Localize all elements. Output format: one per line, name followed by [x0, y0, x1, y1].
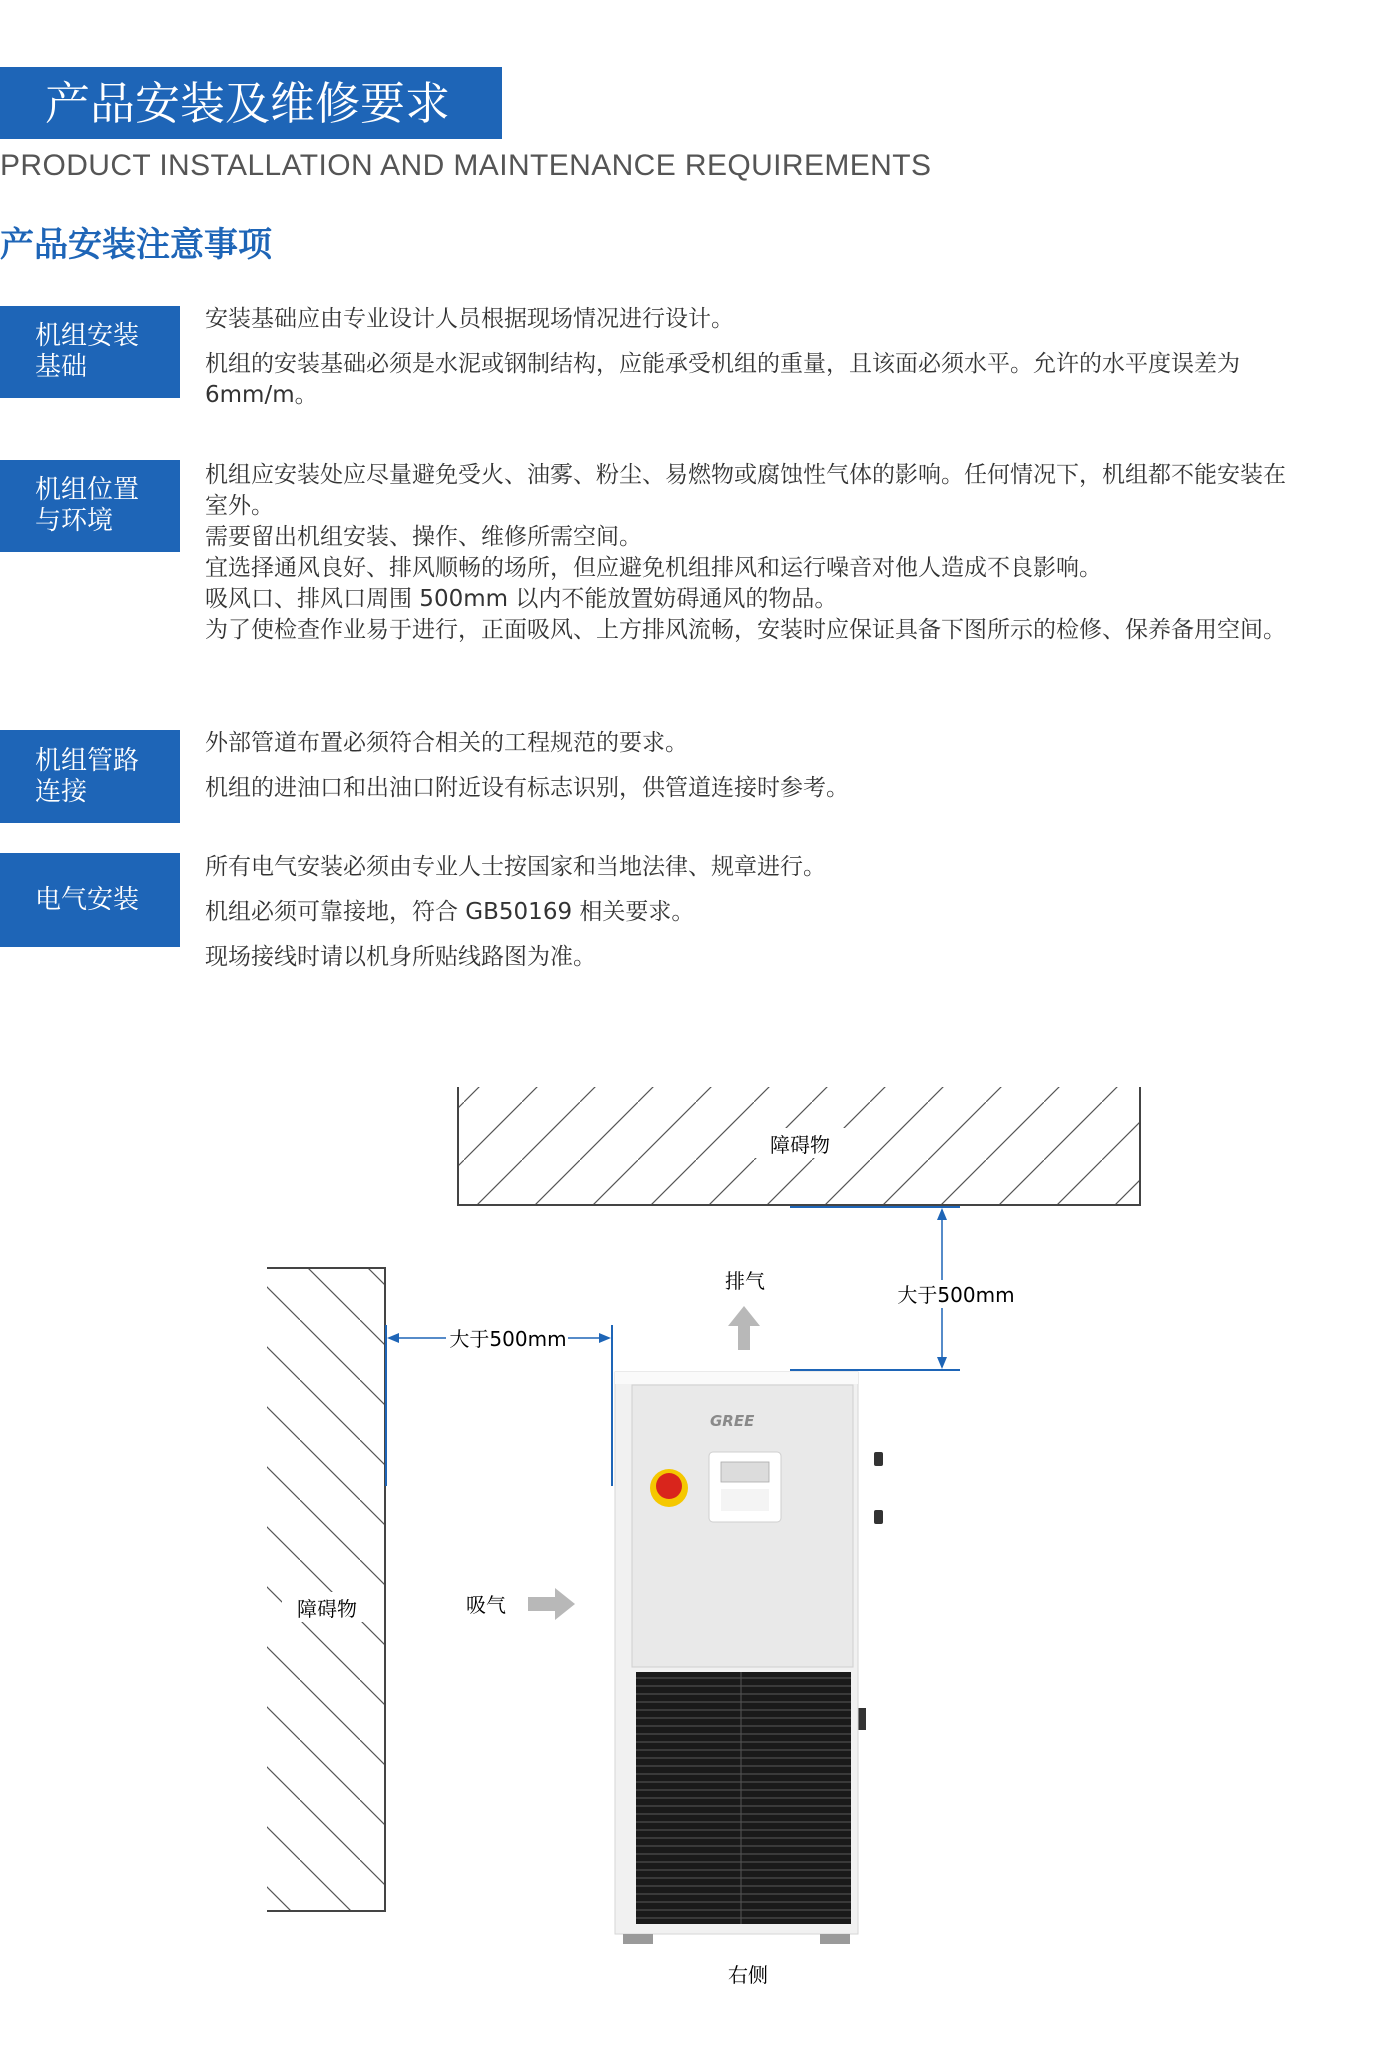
arrow-down-icon [937, 1357, 947, 1369]
fitting [874, 1452, 883, 1466]
content-line: 需要留出机组安装、操作、维修所需空间。 [205, 524, 642, 550]
label-line: 基础 [35, 352, 88, 382]
content-line: 为了使检查作业易于进行，正面吸风、上方排风流畅，安装时应保证具备下图所示的检修、保养备用空间。 [205, 617, 1286, 643]
chiller-unit-image [615, 1372, 883, 1944]
label-line: 机组安装 [35, 321, 140, 351]
left-clearance-label: 大于500mm [449, 1327, 567, 1351]
content-line: 机组的进油口和出油口附近设有标志识别，供管道连接时参考。 [205, 775, 849, 801]
exhaust-label: 排气 [725, 1269, 765, 1293]
unit-foot [820, 1934, 850, 1944]
content-line: 吸风口、排风口周围 500mm 以内不能放置妨碍通风的物品。 [205, 586, 838, 612]
unit-foot [623, 1934, 653, 1944]
intake-label: 吸气 [466, 1593, 506, 1617]
content-line: 6mm/m。 [205, 382, 318, 408]
content-line: 室外。 [205, 493, 274, 519]
page-title: 产品安装及维修要求 [45, 77, 451, 130]
label-line: 机组管路 [35, 745, 140, 776]
left-obstacle [267, 1268, 385, 1911]
label-line: 与环境 [35, 506, 114, 536]
top-obstacle-label: 障碍物 [770, 1133, 830, 1157]
label-line: 连接 [35, 776, 88, 807]
content-line: 外部管道布置必须符合相关的工程规范的要求。 [205, 730, 688, 756]
brand-logo: GREE [710, 1412, 755, 1430]
emergency-stop-button [656, 1473, 682, 1499]
content-line: 机组的安装基础必须是水泥或钢制结构，应能承受机组的重量，且该面必须水平。允许的水平度误差为 [205, 351, 1240, 377]
condenser-grille [636, 1672, 851, 1924]
arrow-up-icon [937, 1208, 947, 1220]
label-line: 机组位置 [35, 475, 140, 505]
controller-display [721, 1462, 769, 1482]
controller-keys [721, 1489, 769, 1511]
unit-top [615, 1372, 858, 1384]
content-line: 机组必须可靠接地，符合 GB50169 相关要求。 [205, 899, 695, 925]
content-line: 宜选择通风良好、排风顺畅的场所，但应避免机组排风和运行噪音对他人造成不良影响。 [205, 555, 1102, 581]
left-obstacle-label: 障碍物 [297, 1597, 357, 1621]
content-line: 安装基础应由专业设计人员根据现场情况进行设计。 [205, 306, 734, 332]
content-line: 所有电气安装必须由专业人士按国家和当地法律、规章进行。 [205, 854, 826, 880]
top-clearance-label: 大于500mm [897, 1283, 1015, 1307]
left-obstacle-hatch [267, 1268, 385, 1911]
intake-arrow-icon [528, 1588, 575, 1620]
page-subtitle: PRODUCT INSTALLATION AND MAINTENANCE REQUIREMENTS [0, 149, 932, 182]
arrow-right-icon [599, 1333, 611, 1343]
arrow-left-icon [387, 1333, 399, 1343]
content-line: 机组应安装处应尽量避免受火、油雾、粉尘、易燃物或腐蚀性气体的影响。任何情况下，机组都不能安装在 [205, 462, 1286, 488]
fitting [874, 1510, 883, 1524]
label-line: 电气安装 [35, 884, 140, 915]
content-line: 现场接线时请以机身所贴线路图为准。 [205, 944, 596, 970]
right-side-label: 右侧 [728, 1963, 768, 1987]
section-heading: 产品安装注意事项 [0, 225, 272, 265]
exhaust-arrow-icon [728, 1306, 760, 1350]
